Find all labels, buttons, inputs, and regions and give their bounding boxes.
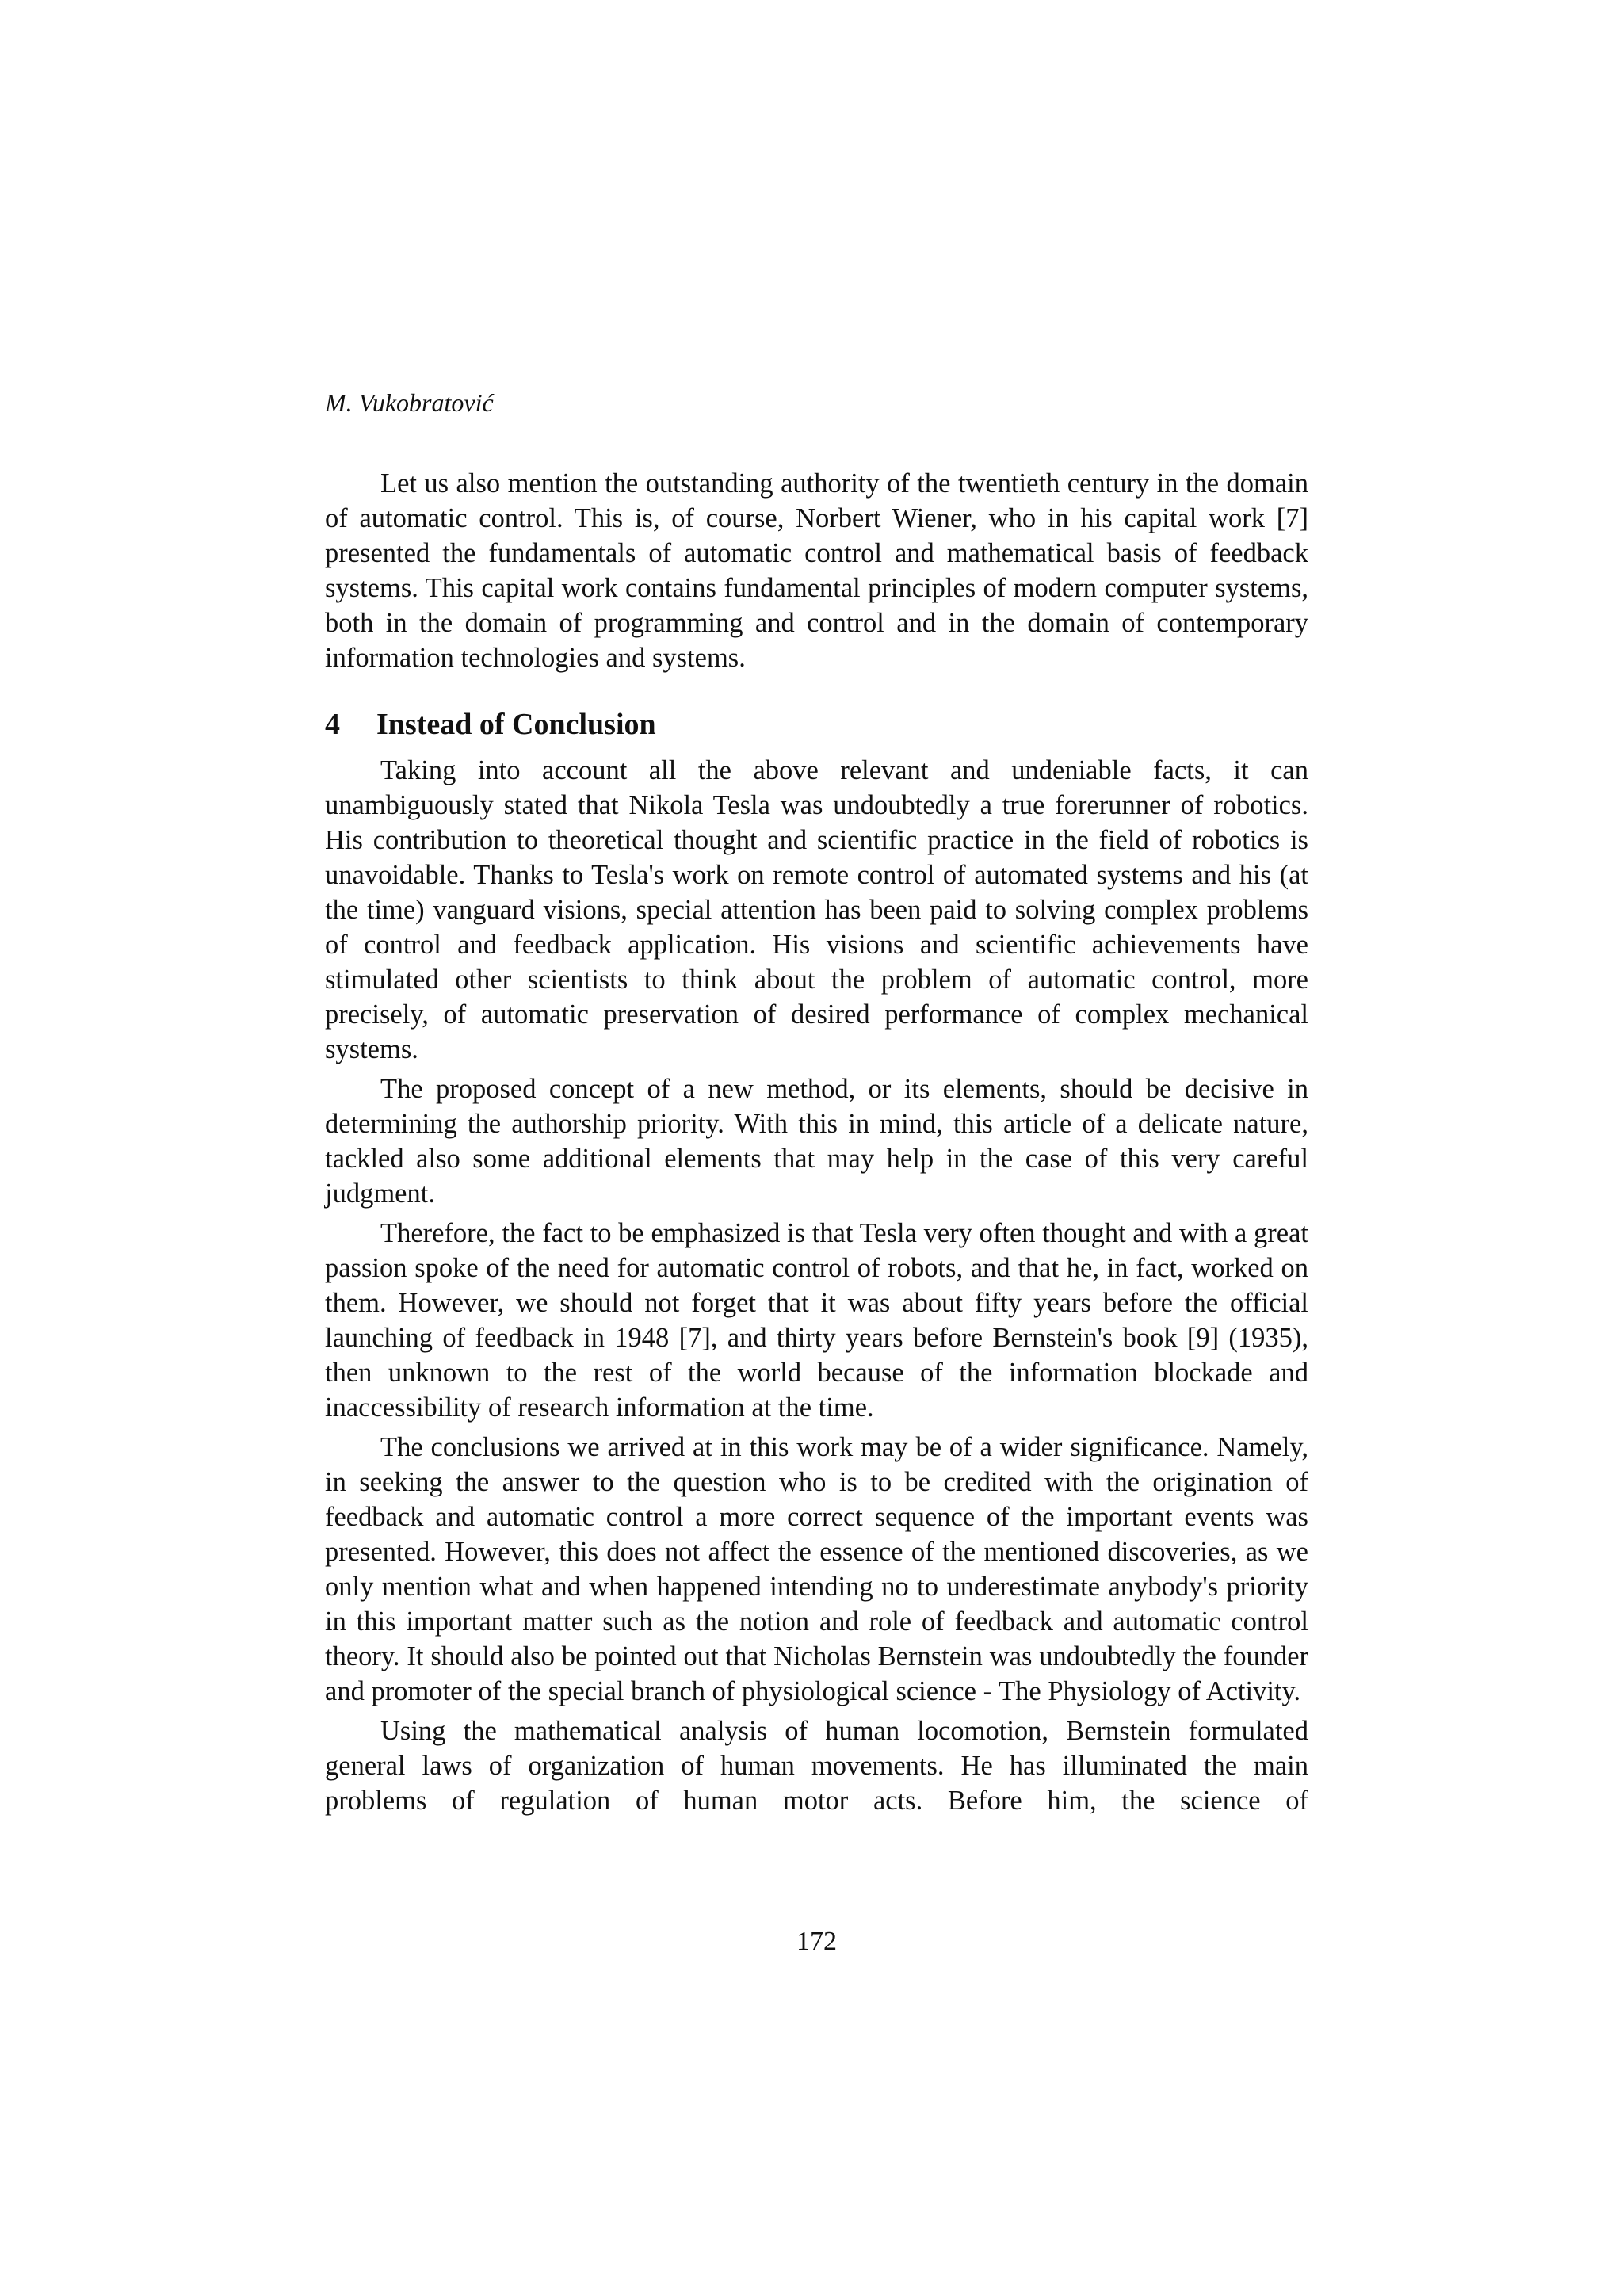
body-text bbox=[325, 466, 1308, 1823]
paragraph-conclusion-5: Using the mathematical analysis of human locomotion, Bernstein formulated general laws of organization of human movements. He has illuminated the main problems of regulation of human motor acts. Before him, the science of bbox=[325, 1716, 1308, 1816]
paragraph-conclusion-2: The proposed concept of a new method, or its elements, should be decisive in determining the authorship priority. With this in mind, this article of a delicate nature, tackled also some additional elements that may help in the case of this very careful judgment. bbox=[325, 1074, 1308, 1209]
section-heading bbox=[325, 705, 1308, 743]
page bbox=[325, 0, 1308, 2296]
section-number: 4 bbox=[325, 708, 340, 741]
paragraph-conclusion-3: Therefore, the fact to be emphasized is that Tesla very often thought and with a great passion spoke of the need for automatic control of robots, and that he, in fact, worked on them. However, we should not forget that it was about fifty years before the official launching of feedback in 1948 [7], and thirty years before Bernstein's book [9] (1935), then unknown to the rest of the world because of the information blockade and inaccessibility of research information at the time. bbox=[325, 1218, 1308, 1423]
paragraph-conclusion-1: Taking into account all the above relevant and undeniable facts, it can unambiguously stated that Nikola Tesla was undoubtedly a true forerunner of robotics. His contribution to theoretical thought and scientific practice in the field of robotics is unavoidable. Thanks to Tesla's work on remote control of automated systems and his (at the time) vanguard visions, special attention has been paid to solving complex problems of control and feedback application. His visions and scientific achievements have stimulated other scientists to think about the problem of automatic control, more precisely, of automatic preservation of desired performance of complex mechanical systems. bbox=[325, 755, 1308, 1064]
page-number: 172 bbox=[796, 1927, 837, 1956]
paragraph-conclusion-4: The conclusions we arrived at in this work may be of a wider significance. Namely, in seeking the answer to the question who is to be credited with the origination of feedback and automatic control a more correct sequence of the important events was presented. However, this does not affect the essence of the mentioned discoveries, as we only mention what and when happened intending no to underestimate anybody's priority in this important matter such as the notion and role of feedback and automatic control theory. It should also be pointed out that Nicholas Bernstein was undoubtedly the founder and promoter of the special branch of physiological science - The Physiology of Activity. bbox=[325, 1432, 1308, 1706]
running-head-author: M. Vukobratović bbox=[325, 388, 494, 417]
paragraph-wiener: Let us also mention the outstanding authority of the twentieth century in the domain of automatic control. This is, of course, Norbert Wiener, who in his capital work [7] presented the fundamentals of automatic control and mathematical basis of feedback systems. This capital work contains fundamental principles of modern computer systems, both in the domain of programming and control and in the domain of contemporary information technologies and systems. bbox=[325, 468, 1308, 673]
section-title: Instead of Conclusion bbox=[376, 708, 656, 741]
